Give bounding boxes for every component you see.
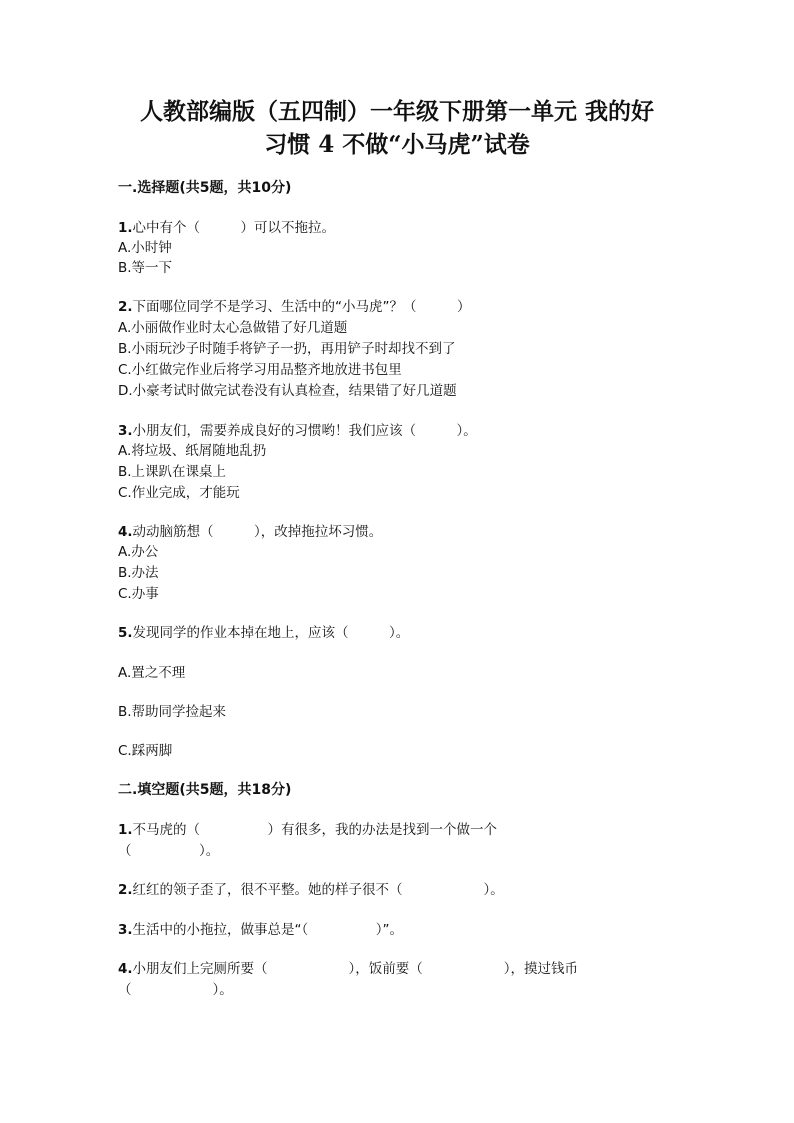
fill-question-4 <box>118 960 578 978</box>
question-text: 小朋友们上完厕所要（ ），饭前要（ ），摸过钱币 <box>132 961 579 977</box>
question-text: 下面哪位同学不是学习、生活中的“小马虎”？（ ） <box>132 299 471 315</box>
question-number: 1. <box>118 822 133 838</box>
question-number: 3. <box>118 423 133 439</box>
choice-option: B.小雨玩沙子时随手将铲子一扔，再用铲子时却找不到了 <box>118 341 456 357</box>
choice-question-2 <box>118 298 471 316</box>
section-heading-fill-blank: 二.填空题(共5题，共18分) <box>118 782 292 798</box>
question-text: 红红的领子歪了，很不平整。她的样子很不（ ）。 <box>132 882 504 898</box>
choice-option: B.上课趴在课桌上 <box>118 464 227 480</box>
fill-question-3 <box>118 921 403 939</box>
exam-title-line-2: 习惯 4 不做“小马虎”试卷 <box>264 131 530 158</box>
choice-option: C.踩两脚 <box>118 743 173 759</box>
choice-option: A.置之不理 <box>118 665 186 681</box>
question-number: 2. <box>118 299 133 315</box>
question-number: 4. <box>118 961 133 977</box>
choice-question-1 <box>118 219 335 237</box>
question-text: 动动脑筋想（ ），改掉拖拉坏习惯。 <box>132 524 383 540</box>
question-text: 发现同学的作业本掉在地上，应该（ ）。 <box>132 625 410 641</box>
choice-option: A.办公 <box>118 544 159 560</box>
question-number: 1. <box>118 220 133 236</box>
choice-question-5 <box>118 624 409 642</box>
fill-question-1 <box>118 821 497 839</box>
question-text: 心中有个（ ）可以不拖拉。 <box>132 220 336 236</box>
question-number: 3. <box>118 922 133 938</box>
question-number: 5. <box>118 625 133 641</box>
choice-option: B.帮助同学捡起来 <box>118 704 227 720</box>
choice-question-4 <box>118 523 382 541</box>
fill-question-2 <box>118 881 504 899</box>
question-text: 生活中的小拖拉，做事总是“（ ）”。 <box>132 922 404 938</box>
choice-option: D.小豪考试时做完试卷没有认真检查，结果错了好几道题 <box>118 383 457 399</box>
choice-option: A.小丽做作业时太心急做错了好几道题 <box>118 320 348 336</box>
section-heading-choice: 一.选择题(共5题，共10分) <box>118 180 292 196</box>
question-text: 小朋友们，需要养成良好的习惯哟！我们应该（ ）。 <box>132 423 477 439</box>
exam-title-line-1: 人教部编版（五四制）一年级下册第一单元 我的好 <box>139 98 654 125</box>
choice-option: B.办法 <box>118 565 159 581</box>
choice-option: B.等一下 <box>118 260 173 276</box>
choice-option: A.将垃圾、纸屑随地乱扔 <box>118 443 267 459</box>
choice-option: C.小红做完作业后将学习用品整齐地放进书包里 <box>118 362 402 378</box>
question-text: 不马虎的（ ）有很多，我的办法是找到一个做一个 <box>132 822 498 838</box>
question-text-continued: （ ）。 <box>118 982 233 998</box>
choice-option: C.作业完成，才能玩 <box>118 485 240 501</box>
choice-question-3 <box>118 422 477 440</box>
question-number: 4. <box>118 524 133 540</box>
choice-option: C.办事 <box>118 586 159 602</box>
question-text-continued: （ ）。 <box>118 843 220 859</box>
choice-option: A.小时钟 <box>118 240 172 256</box>
question-number: 2. <box>118 882 133 898</box>
